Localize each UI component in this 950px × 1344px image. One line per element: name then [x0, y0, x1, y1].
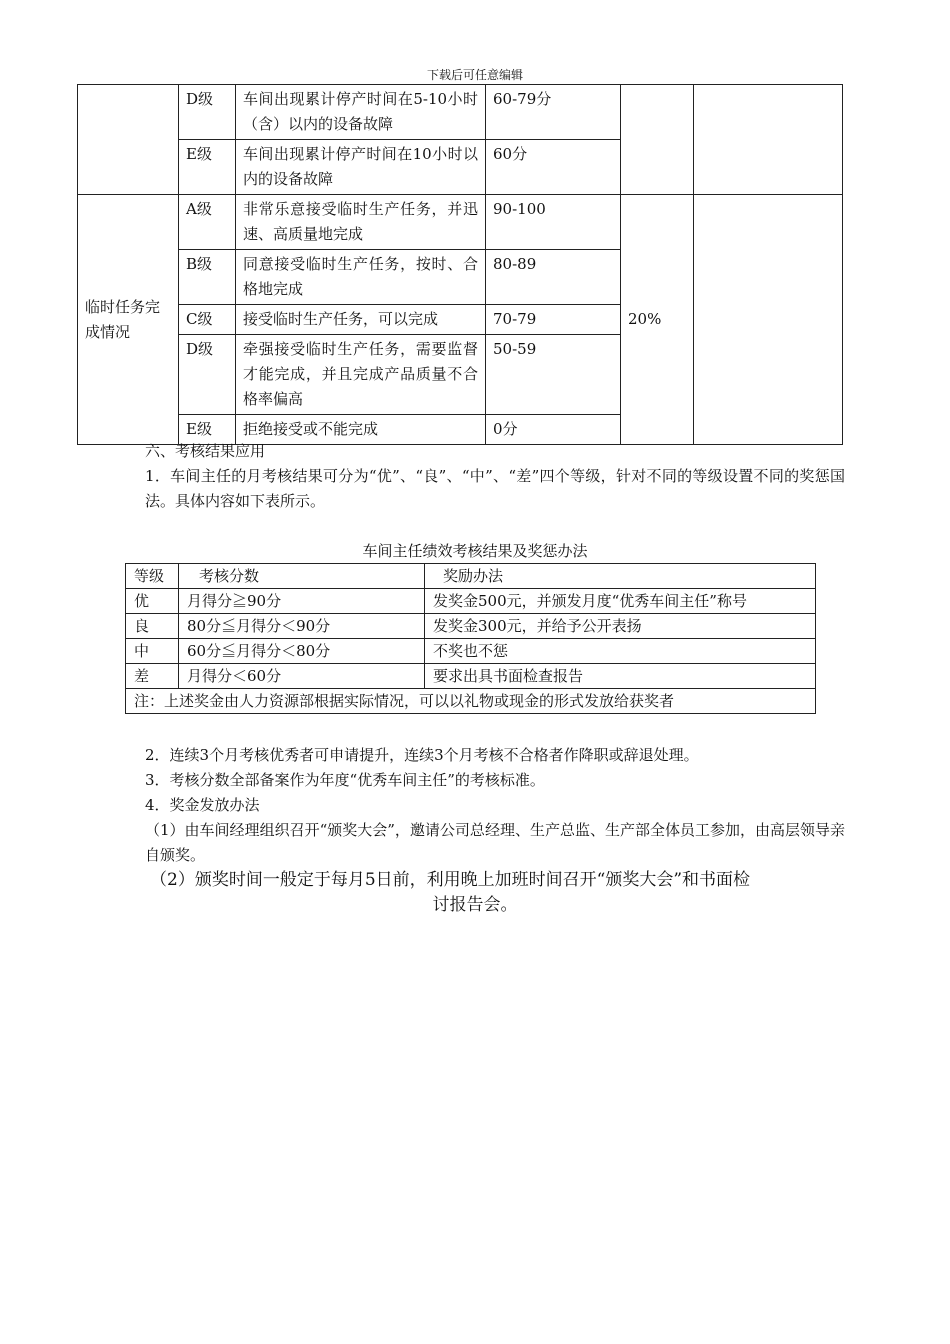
table-row: [126, 664, 816, 689]
score-cell: 70-79: [486, 305, 621, 335]
table-cell: 中: [126, 639, 179, 664]
grade-cell: A级: [179, 195, 236, 250]
column-header: 等级: [126, 564, 179, 589]
table-caption: 车间主任绩效考核结果及奖惩办法: [362, 542, 588, 560]
paragraph: 讨报告会。: [432, 895, 518, 915]
description-cell: 车间出现累计停产时间在10小时以内的设备故障: [236, 140, 486, 195]
description-cell: 车间出现累计停产时间在5-10小时（含）以内的设备故障: [236, 85, 486, 140]
weight-cell: 20%: [621, 195, 694, 445]
description-cell: 拒绝接受或不能完成: [236, 415, 486, 445]
table-note-row: [126, 689, 816, 714]
table-cell: 60分≦月得分＜80分: [179, 639, 425, 664]
table-cell: 月得分≧90分: [179, 589, 425, 614]
paragraph: 1．车间主任的月考核结果可分为“优”、“良”、“中”、“差”四个等级，针对不同的等级设置不同的奖惩国法。具体内容如下表所示。: [145, 467, 845, 510]
grade-cell: E级: [179, 415, 236, 445]
remark-cell: [694, 85, 843, 195]
description-cell: 牵强接受临时生产任务，需要监督才能完成，并且完成产品质量不合格率偏高: [236, 335, 486, 415]
table-header-row: [126, 564, 816, 589]
column-header: 考核分数: [179, 564, 425, 589]
description-cell: 同意接受临时生产任务，按时、合格地完成: [236, 250, 486, 305]
page-header: 下载后可任意编辑: [426, 68, 523, 82]
paragraph: 2．连续3个月考核优秀者可申请提升，连续3个月考核不合格者作降职或辞退处理。: [145, 746, 699, 764]
description-cell: 非常乐意接受临时生产任务，并迅速、高质量地完成: [236, 195, 486, 250]
score-cell: 60-79分: [486, 85, 621, 140]
table-cell: 80分≦月得分＜90分: [179, 614, 425, 639]
score-cell: 90-100: [486, 195, 621, 250]
score-cell: 50-59: [486, 335, 621, 415]
score-cell: 0分: [486, 415, 621, 445]
grade-cell: E级: [179, 140, 236, 195]
table-cell: 优: [126, 589, 179, 614]
reward-table: [125, 563, 816, 714]
table-row: [126, 589, 816, 614]
paragraph: （2）颁奖时间一般定于每月5日前，利用晚上加班时间召开“颁奖大会”和书面检: [150, 870, 751, 890]
category-cell: 临时任务完成情况: [78, 195, 179, 445]
table-cell: 差: [126, 664, 179, 689]
table-note: 注：上述奖金由人力资源部根据实际情况，可以以礼物或现金的形式发放给获奖者: [126, 689, 816, 714]
score-cell: 60分: [486, 140, 621, 195]
table-cell: 发奖金300元，并给予公开表扬: [425, 614, 816, 639]
column-header: 奖励办法: [425, 564, 816, 589]
paragraph: 4．奖金发放办法: [145, 796, 260, 814]
table-row: [126, 639, 816, 664]
remark-cell: [694, 195, 843, 445]
paragraph: （1）由车间经理组织召开“颁奖大会”，邀请公司总经理、生产总监、生产部全体员工参加，由高层领导亲自颁奖。: [145, 821, 845, 864]
table-cell: 要求出具书面检查报告: [425, 664, 816, 689]
paragraph: 3．考核分数全部备案作为年度“优秀车间主任”的考核标准。: [145, 771, 545, 789]
grade-cell: D级: [179, 335, 236, 415]
grade-cell: C级: [179, 305, 236, 335]
weight-cell: [621, 85, 694, 195]
table-cell: 良: [126, 614, 179, 639]
table-row: [78, 195, 843, 250]
table-row: [126, 614, 816, 639]
grade-cell: D级: [179, 85, 236, 140]
table-cell: 月得分＜60分: [179, 664, 425, 689]
score-cell: 80-89: [486, 250, 621, 305]
section-heading: 六、考核结果应用: [145, 442, 266, 460]
table-row: [78, 85, 843, 140]
grade-cell: B级: [179, 250, 236, 305]
description-cell: 接受临时生产任务，可以完成: [236, 305, 486, 335]
table-cell: 不奖也不惩: [425, 639, 816, 664]
grading-table: [77, 84, 843, 445]
category-cell: [78, 85, 179, 195]
table-cell: 发奖金500元，并颁发月度“优秀车间主任”称号: [425, 589, 816, 614]
